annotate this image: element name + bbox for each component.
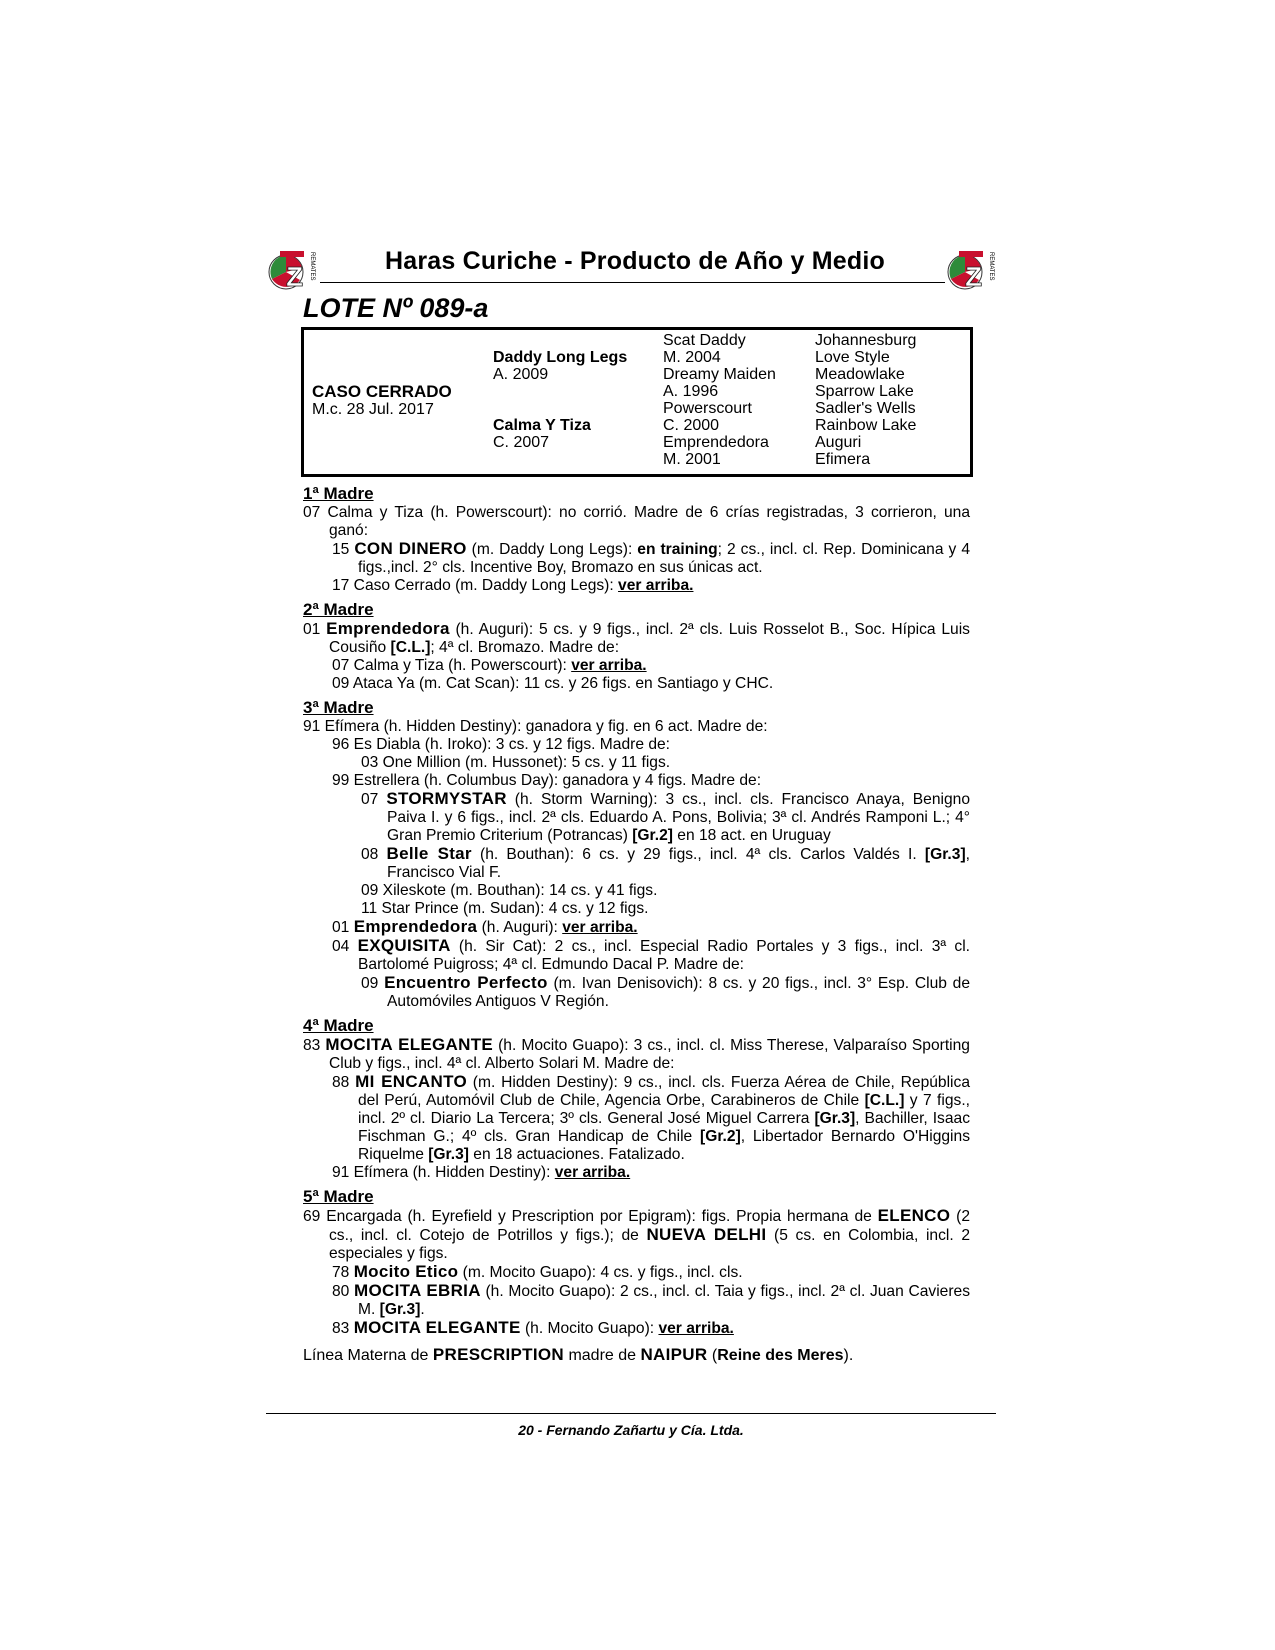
see-above-ref: ver arriba. [554, 1164, 631, 1181]
grade-tag: [C.L.] [390, 639, 431, 656]
see-above-ref: ver arriba. [562, 919, 638, 936]
gen2-name: Emprendedora [663, 434, 769, 451]
horse-name: PRESCRIPTION [432, 1345, 564, 1364]
entry: 11 Star Prince (m. Sudan): 4 cs. y 12 figs. [361, 900, 649, 917]
entry: 78 Mocito Etico (m. Mocito Guapo): 4 cs. y figs., incl. cls. [332, 1262, 743, 1281]
entry: 91 Efímera (h. Hidden Destiny): ver arriba. [332, 1164, 631, 1181]
gen2-name: Scat Daddy [663, 332, 746, 349]
gen2-info: M. 2004 [663, 349, 721, 366]
entry: 01 Emprendedora (h. Auguri): 5 cs. y 9 figs., incl. 2ª cls. Luis Rosselot B., Soc. Hípica Luis Cousiño [C.L.]; 4ª cl. Bromazo. Madre de: [303, 619, 970, 656]
footer-divider [266, 1413, 996, 1414]
horse-name: Emprendedora [326, 619, 450, 638]
see-above-ref: ver arriba. [658, 1320, 734, 1337]
horse-name: EXQUISITA [357, 936, 451, 955]
remates-logo-left [268, 246, 318, 294]
dam-line-section [303, 484, 970, 1365]
entry: 07 STORMYSTAR (h. Storm Warning): 3 cs., incl. cls. Francisco Anaya, Benigno Paiva I. y 6 figs., incl. 2ª cls. Eduardo A. Pons, Bolivia; 3ª cl. Andrés Ramponi L.; 4° Gran Premio Criterium (Potrancas) [Gr.2] en 18 act. en Uruguay [361, 789, 970, 844]
gen3-name: Sparrow Lake [815, 383, 914, 400]
horse-name: MOCITA ELEGANTE [325, 1035, 494, 1054]
gen3-name: Auguri [815, 434, 862, 451]
horse-name: ELENCO [877, 1206, 951, 1225]
entry: 09 Xileskote (m. Bouthan): 14 cs. y 41 figs. [361, 882, 658, 899]
gen3-name: Sadler's Wells [815, 400, 916, 417]
grade-tag: [Gr.3] [814, 1110, 856, 1127]
dam-name: Calma Y Tiza [493, 417, 591, 434]
svg-text:Z: Z [286, 261, 304, 292]
header-divider [320, 282, 945, 283]
grade-tag: [Gr.2] [632, 827, 673, 844]
page-footer: 20 - Fernando Zañartu y Cía. Ltda. [518, 1422, 744, 1438]
pedigree-table [301, 327, 973, 477]
svg-text:REMATES: REMATES [988, 252, 994, 281]
horse-info: M.c. 28 Jul. 2017 [312, 401, 434, 418]
gen3-name: Rainbow Lake [815, 417, 917, 434]
horse-name: STORMYSTAR [386, 789, 507, 808]
grade-tag: [Gr.3] [428, 1146, 469, 1163]
section-title: 3ª Madre [303, 698, 374, 717]
entry: 83 MOCITA ELEGANTE (h. Mocito Guapo): ver arriba. [332, 1318, 734, 1337]
section-title: 5ª Madre [303, 1187, 374, 1206]
lot-number: LOTE Nº 089-a [303, 293, 489, 323]
gen2-info: M. 2001 [663, 451, 721, 468]
page-title: Haras Curiche - Producto de Año y Medio [385, 247, 885, 275]
entry: 07 Calma y Tiza (h. Powerscourt): no corrió. Madre de 6 crías registradas, 3 corrieron, una ganó: [303, 504, 970, 539]
horse-name: Reine des Meres [717, 1347, 844, 1364]
horse-name: NUEVA DELHI [646, 1225, 767, 1244]
entry: 88 MI ENCANTO (m. Hidden Destiny): 9 cs., incl. cls. Fuerza Aérea de Chile, República del Perú, Automóvil Club de Chile, Agencia Orbe, Carabineros de Chile [C.L.] y 7 figs., incl. 2º cl. Diario La Tercera; 3º cls. General José Miguel Carrera [Gr.3], Bachiller, Isaac Fischman G.; 4º cls. Gran Handicap de Chile [Gr.2], Libertador Bernardo O'Higgins Riquelme [Gr.3] en 18 actuaciones. Fatalizado. [332, 1072, 970, 1163]
horse-name: MI ENCANTO [355, 1072, 467, 1091]
section-title: 1ª Madre [303, 484, 374, 503]
gen3-name: Love Style [815, 349, 890, 366]
entry: 07 Calma y Tiza (h. Powerscourt): ver arriba. [332, 657, 647, 674]
horse-name: CON DINERO [354, 539, 467, 558]
horse-name: MOCITA ELEGANTE [353, 1318, 521, 1337]
entry: 83 MOCITA ELEGANTE (h. Mocito Guapo): 3 cs., incl. cl. Miss Therese, Valparaíso Sporting Club y figs., incl. 4ª cl. Alberto Solari M. Madre de: [303, 1035, 970, 1072]
gen2-info: A. 1996 [663, 383, 719, 400]
dam-info: C. 2007 [493, 434, 550, 451]
gen2-name: Dreamy Maiden [663, 366, 776, 383]
entry: 96 Es Diabla (h. Iroko): 3 cs. y 12 figs. Madre de: [332, 736, 671, 753]
entry: 80 MOCITA EBRIA (h. Mocito Guapo): 2 cs., incl. cl. Taia y figs., incl. 2ª cl. Juan Cavieres M. [Gr.3]. [332, 1281, 970, 1318]
section-title: 4ª Madre [303, 1016, 374, 1035]
see-above-ref: ver arriba. [618, 577, 694, 594]
entry: 04 EXQUISITA (h. Sir Cat): 2 cs., incl. Especial Radio Portales y 3 figs., incl. 3ª cl. Bartolomé Puigross; 4ª cl. Edmundo Dacal P. Madre de: [332, 936, 970, 973]
entry: 09 Encuentro Perfecto (m. Ivan Denisovich): 8 cs. y 20 figs., incl. 3° Esp. Club de Automóviles Antiguos V Región. [361, 973, 970, 1010]
horse-name: Emprendedora [353, 917, 478, 936]
grade-tag: [C.L.] [864, 1092, 905, 1109]
sire-name: Daddy Long Legs [493, 349, 628, 366]
grade-tag: [Gr.3] [379, 1301, 421, 1318]
horse-name: NAIPUR [640, 1345, 708, 1364]
entry: 99 Estrellera (h. Columbus Day): ganadora y 4 figs. Madre de: [332, 772, 762, 789]
sire-info: A. 2009 [493, 366, 549, 383]
horse-name: Belle Star [386, 844, 472, 863]
entry: 15 CON DINERO (m. Daddy Long Legs): en training; 2 cs., incl. cl. Rep. Dominicana y 4 figs.,incl. 2° cls. Incentive Boy, Bromazo en sus únicas act. [332, 539, 970, 576]
horse-name: MOCITA EBRIA [354, 1281, 481, 1300]
section-title: 2ª Madre [303, 600, 374, 619]
svg-text:REMATES: REMATES [309, 252, 315, 281]
entry: 69 Encargada (h. Eyrefield y Prescription por Epigram): figs. Propia hermana de ELENCO (2 cs., incl. cl. Cotejo de Potrillos y figs.); de NUEVA DELHI (5 cs. en Colombia, incl. 2 especiales y figs. [303, 1206, 970, 1262]
horse-name: Encuentro Perfecto [384, 973, 548, 992]
gen2-name: Powerscourt [663, 400, 752, 417]
see-above-ref: ver arriba. [571, 657, 647, 674]
entry: 17 Caso Cerrado (m. Daddy Long Legs): ver arriba. [332, 577, 694, 594]
entry: 09 Ataca Ya (m. Cat Scan): 11 cs. y 26 figs. en Santiago y CHC. [332, 675, 774, 692]
entry: 08 Belle Star (h. Bouthan): 6 cs. y 29 figs., incl. 4ª cls. Carlos Valdés I. [Gr.3], Francisco Vial F. [361, 844, 970, 881]
grade-tag: [Gr.2] [700, 1128, 741, 1145]
entry: 03 One Million (m. Hussonet): 5 cs. y 11 figs. [361, 754, 671, 771]
gen3-name: Efimera [815, 451, 871, 468]
horse-name: CASO CERRADO [312, 382, 452, 401]
gen3-name: Meadowlake [815, 366, 905, 383]
remates-logo-right [947, 246, 997, 294]
grade-tag: [Gr.3] [924, 846, 966, 863]
entry: 91 Efímera (h. Hidden Destiny): ganadora y fig. en 6 act. Madre de: [303, 718, 768, 735]
gen3-name: Johannesburg [815, 332, 917, 349]
gen2-info: C. 2000 [663, 417, 720, 434]
entry: 01 Emprendedora (h. Auguri): ver arriba. [332, 917, 638, 936]
svg-text:Z: Z [965, 261, 983, 292]
maternal-line-note: Línea Materna de PRESCRIPTION madre de NAIPUR (Reine des Meres). [303, 1345, 854, 1364]
horse-name: Mocito Etico [353, 1262, 459, 1281]
